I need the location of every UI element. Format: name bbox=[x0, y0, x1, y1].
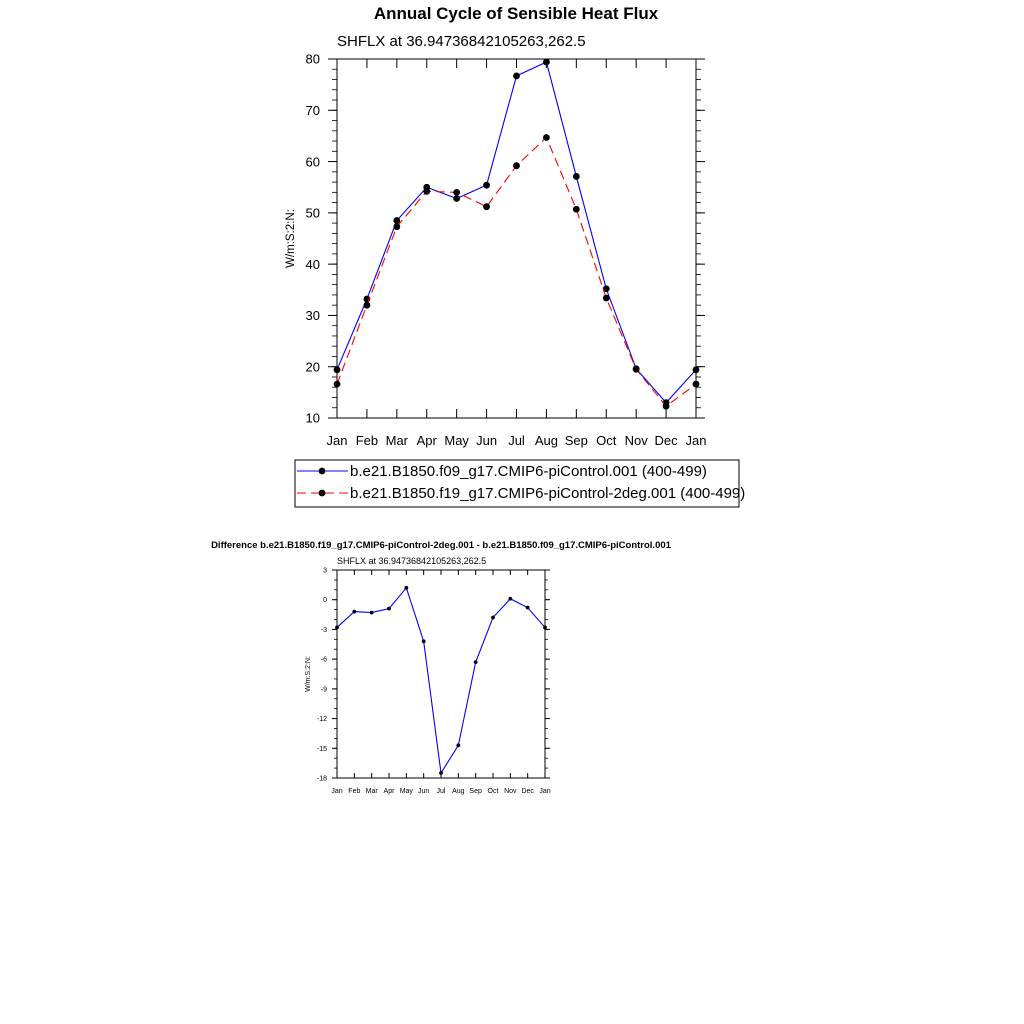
data-point bbox=[543, 59, 550, 66]
x-tick-label: Apr bbox=[383, 788, 395, 795]
data-point bbox=[456, 743, 460, 747]
annual-cycle-chart bbox=[285, 4, 745, 507]
x-tick-label: Dec bbox=[521, 788, 534, 795]
chart-title: Annual Cycle of Sensible Heat Flux bbox=[373, 4, 659, 23]
data-point bbox=[439, 771, 443, 775]
data-point bbox=[334, 381, 341, 388]
x-tick-label: May bbox=[444, 433, 469, 448]
x-tick-label: Apr bbox=[416, 433, 437, 448]
x-tick-label: Aug bbox=[534, 433, 558, 448]
legend bbox=[295, 460, 745, 507]
x-tick-label: Jan bbox=[539, 788, 551, 795]
data-point bbox=[483, 182, 490, 189]
data-point bbox=[422, 639, 426, 643]
y-tick-label: 50 bbox=[305, 205, 320, 221]
series-line-2 bbox=[337, 137, 696, 406]
x-tick-label: Jan bbox=[685, 433, 707, 448]
x-tick-label: Feb bbox=[348, 788, 361, 795]
legend-marker bbox=[319, 490, 326, 497]
data-point bbox=[573, 173, 580, 180]
y-tick-label: 80 bbox=[305, 51, 320, 67]
y-tick-label: -18 bbox=[316, 775, 327, 783]
data-point bbox=[334, 366, 341, 373]
difference-chart bbox=[211, 540, 672, 795]
x-tick-label: Dec bbox=[654, 433, 678, 448]
chart-subtitle: SHFLX at 36.94736842105263,262.5 bbox=[337, 33, 586, 50]
x-tick-label: Mar bbox=[365, 788, 378, 795]
data-point bbox=[352, 610, 356, 614]
data-point bbox=[483, 203, 490, 210]
y-tick-label: -12 bbox=[316, 716, 327, 724]
x-tick-label: Jun bbox=[476, 433, 498, 448]
data-point bbox=[423, 188, 430, 195]
data-point bbox=[508, 597, 512, 601]
y-tick-label: 60 bbox=[305, 154, 320, 170]
x-tick-label: Nov bbox=[624, 433, 648, 448]
y-tick-label: 20 bbox=[305, 359, 320, 375]
data-point bbox=[491, 616, 495, 620]
y-axis-label: W/m:S:2:N: bbox=[305, 656, 312, 692]
x-tick-label: Sep bbox=[469, 788, 482, 795]
x-tick-label: Jul bbox=[508, 433, 525, 448]
y-tick-label: 3 bbox=[323, 567, 327, 575]
y-tick-label: 70 bbox=[305, 102, 320, 118]
x-tick-label: Oct bbox=[487, 788, 499, 795]
data-point bbox=[663, 403, 670, 410]
x-tick-label: Aug bbox=[452, 788, 465, 795]
data-point bbox=[693, 381, 700, 388]
series-line-1 bbox=[337, 588, 545, 773]
x-tick-label: Jan bbox=[331, 788, 343, 795]
x-tick-label: Oct bbox=[596, 433, 617, 448]
data-point bbox=[513, 73, 520, 80]
y-tick-label: 10 bbox=[305, 410, 320, 426]
y-tick-label: -6 bbox=[320, 656, 327, 664]
y-tick-label: -3 bbox=[320, 626, 327, 634]
data-point bbox=[513, 162, 520, 169]
plot-frame bbox=[337, 570, 545, 778]
y-tick-label: -9 bbox=[320, 686, 327, 694]
x-tick-label: Sep bbox=[564, 433, 588, 448]
plot-frame bbox=[337, 59, 696, 418]
data-point bbox=[393, 217, 400, 224]
y-axis-label: W/m:S:2:N: bbox=[285, 209, 297, 268]
data-point bbox=[364, 302, 371, 309]
data-point bbox=[603, 295, 610, 302]
chart-title: Difference b.e21.B1850.f19_g17.CMIP6-piControl-2deg.001 - b.e21.B1850.f09_g17.CMIP6-piControl.001 bbox=[211, 540, 671, 551]
data-point bbox=[453, 189, 460, 196]
data-point bbox=[453, 195, 460, 202]
y-tick-label: -15 bbox=[316, 745, 327, 753]
data-point bbox=[543, 626, 547, 630]
data-point bbox=[474, 660, 478, 664]
x-tick-label: Feb bbox=[355, 433, 379, 448]
data-point bbox=[573, 206, 580, 213]
x-tick-label: Jan bbox=[326, 433, 348, 448]
x-tick-label: Mar bbox=[385, 433, 409, 448]
chart-subtitle: SHFLX at 36.94736842105263,262.5 bbox=[337, 556, 487, 566]
x-tick-label: May bbox=[399, 788, 413, 795]
x-tick-label: Nov bbox=[504, 788, 517, 795]
series-line-1 bbox=[337, 62, 696, 403]
data-point bbox=[370, 611, 374, 615]
x-tick-label: Jul bbox=[436, 788, 446, 795]
data-point bbox=[526, 606, 530, 610]
y-tick-label: 30 bbox=[305, 308, 320, 324]
data-point bbox=[543, 134, 550, 141]
data-point bbox=[693, 366, 700, 373]
legend-marker bbox=[319, 468, 326, 475]
legend-label-2: b.e21.B1850.f19_g17.CMIP6-piControl-2deg.001 (400-499) bbox=[350, 485, 746, 502]
y-tick-label: 40 bbox=[305, 256, 320, 272]
data-point bbox=[393, 223, 400, 230]
data-point bbox=[335, 626, 339, 630]
data-point bbox=[404, 586, 408, 590]
y-tick-label: 0 bbox=[323, 597, 327, 605]
data-point bbox=[387, 607, 391, 611]
legend-label-1: b.e21.B1850.f09_g17.CMIP6-piControl.001 (400-499) bbox=[350, 463, 707, 480]
data-point bbox=[633, 366, 640, 373]
x-tick-label: Jun bbox=[418, 788, 430, 795]
